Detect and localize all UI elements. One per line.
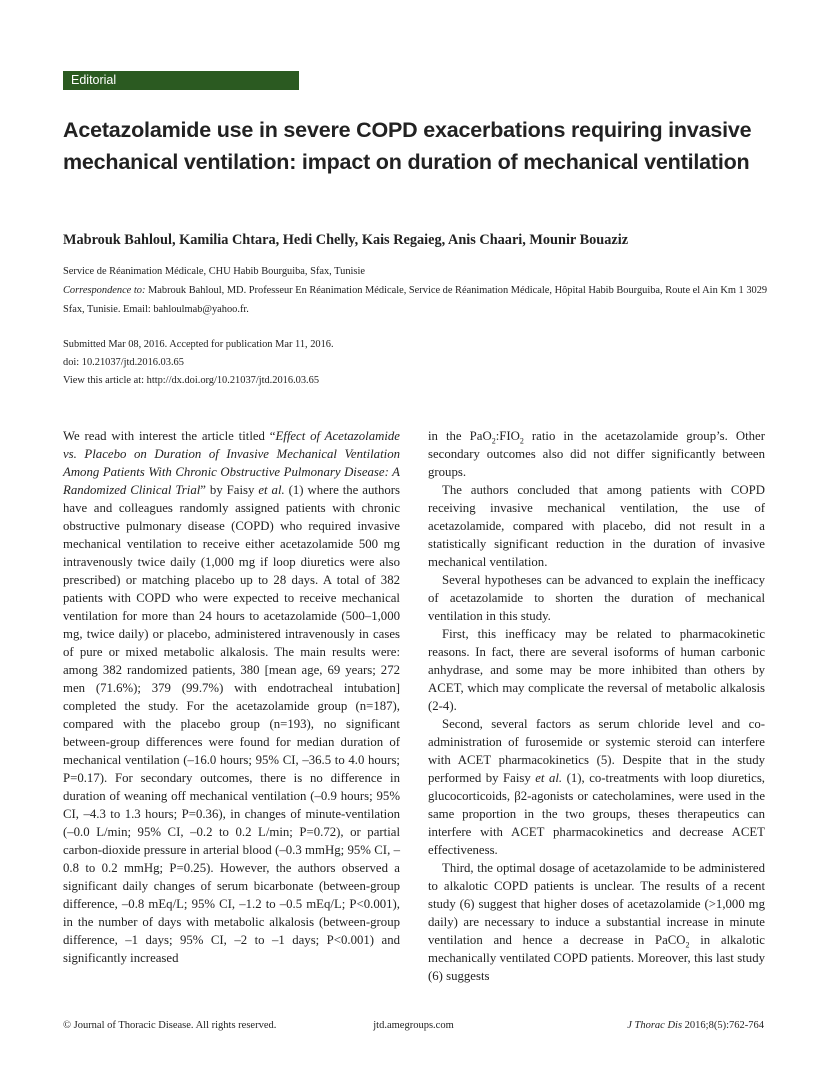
italic-text: et al. xyxy=(535,771,563,785)
text-run: The authors concluded that among patients with COPD receiving invasive mechanical ventilation, the use of acetazolamide, compared with placebo, did not result in a statistically significant reduction in the duration of invasive mechanical ventilation. xyxy=(428,483,765,569)
footer-website[interactable]: jtd.amegroups.com xyxy=(373,1020,454,1031)
body-column-right xyxy=(428,427,765,985)
italic-text: Effect of Acetazolamide vs. Placebo on Duration of Invasive Mechanical Ventilation Among Patients With Chronic Obstructive Pulmonary Disease: A Randomized Clinical Trial xyxy=(63,429,400,497)
article-title: Acetazolamide use in severe COPD exacerbations requiring invasive mechanical ventilation: impact on duration of mechanical ventilation xyxy=(63,118,752,174)
journal-abbrev: J Thorac Dis xyxy=(627,1020,683,1031)
text-run: First, this inefficacy may be related to pharmacokinetic reasons. In fact, there are several isoforms of human carbonic anhydrase, and some may be more inhibited than others by ACET, which may complicate the reversal of metabolic alkalosis (2-4). xyxy=(428,627,765,713)
text-run: Second, several factors as serum chloride level and co-administration of furosemide or systemic steroid can interfere with ACET pharmacokinetics (5). Despite that in the study performed by Faisy xyxy=(428,717,765,785)
italic-text: et al. xyxy=(258,483,285,497)
body-column-left xyxy=(63,427,400,967)
paragraph xyxy=(428,481,765,571)
text-run: in alkalotic mechanically ventilated COPD patients. Moreover, this last study (6) suggests xyxy=(428,933,765,983)
affiliation: Service de Réanimation Médicale, CHU Habib Bourguiba, Sfax, Tunisie xyxy=(63,266,365,277)
correspondence-label: Correspondence to: xyxy=(63,285,146,296)
text-run: ratio in the acetazolamide group’s. Other secondary outcomes also did not differ significantly between groups. xyxy=(428,429,765,479)
citation-text: 2016;8(5):762-764 xyxy=(682,1020,764,1031)
text-run: :FIO xyxy=(495,429,520,443)
subscript: 2 xyxy=(491,436,496,446)
section-label: Editorial xyxy=(71,73,117,87)
paragraph xyxy=(428,427,765,481)
subscript: 2 xyxy=(685,940,690,950)
text-run: (1), co-treatments with loop diuretics, glucocorticoids, β2-agonists or catecholamines, were used in the same proportion in the two groups, theses therapeutics can interfere with ACET pharmacokinetics and decrease ACET effectiveness. xyxy=(428,771,766,857)
paragraph xyxy=(428,625,765,715)
subscript: 2 xyxy=(519,436,524,446)
text-run: We read with interest the article titled “ xyxy=(63,429,276,443)
paragraph xyxy=(428,571,765,625)
text-run: Several hypotheses can be advanced to explain the inefficacy of acetazolamide to shorten the duration of mechanical ventilation in this study. xyxy=(428,573,765,623)
text-run: Third, the optimal dosage of acetazolamide to be administered to alkalotic COPD patients is unclear. The results of a recent study (6) suggest that higher doses of acetazolamide (>1,000 mg daily) are necessary to induce a substantial increase in minute ventilation and hence a decrease in PaCO xyxy=(428,861,765,947)
correspondence xyxy=(63,282,773,319)
author-list: Mabrouk Bahloul, Kamilia Chtara, Hedi Chelly, Kais Regaieg, Anis Chaari, Mounir Bouaziz xyxy=(63,232,629,248)
correspondence-text: Mabrouk Bahloul, MD. Professeur En Réanimation Médicale, Service de Réanimation Médicale, Hôpital Habib Bourguiba, Route el Ain Km 1 3029 Sfax, Tunisie. Email: bahloulmab@yahoo.fr. xyxy=(63,285,768,315)
paragraph xyxy=(63,427,400,967)
article-link[interactable]: View this article at: http://dx.doi.org/10.21037/jtd.2016.03.65 xyxy=(63,375,320,386)
text-run: in the PaO xyxy=(428,429,492,443)
text-run: ” by Faisy xyxy=(200,483,259,497)
paragraph xyxy=(428,859,765,985)
text-run: (1) where the authors have and colleagues randomly assigned patients with chronic obstructive pulmonary disease (COPD) who required invasive mechanical ventilation to receive either acetazolamide 500 mg intravenously twice daily (1,000 mg if loop diuretics were also prescribed) or matching placebo up to 28 days. A total of 382 patients with COPD who were expected to receive mechanical ventilation for more than 24 hours to acetazolamide (500–1,000 mg, twice daily) or placebo, administered intravenously in cases of pure or mixed metabolic alkalosis. The main results were: among 382 randomized patients, 380 [mean age, 69 years; 272 men (71.6%); 379 (99.7%) with endotracheal intubation] completed the study. For the acetazolamide group (n=187), compared with the placebo group (n=193), no significant between-group differences were found for median duration of mechanical ventilation (–16.0 hours; 95% CI, –36.5 to 4.0 hours; P=0.17). For secondary outcomes, there is no difference in duration of weaning off mechanical ventilation (–0.9 hours; 95% CI, –4.3 to 1.3 hours; P=0.36), in changes of minute-ventilation (–0.0 L/min; 95% CI, –0.2 to 0.2 L/min; P=0.72), or partial carbon-dioxide pressure in arterial blood (–0.3 mmHg; 95% CI, –0.8 to 0.2 mmHg; P=0.25). However, the authors observed a significant daily changes of serum bicarbonate (between-group difference, –0.8 mEq/L; 95% CI, –1.2 to –0.5 mEq/L; P<0.001), in the number of days with metabolic alkalosis (between-group difference, –1 days; 95% CI, –2 to –1 days; P<0.001) and significantly increased xyxy=(63,483,400,965)
doi: doi: 10.21037/jtd.2016.03.65 xyxy=(63,357,184,368)
section-badge xyxy=(63,71,299,90)
submission-dates: Submitted Mar 08, 2016. Accepted for publication Mar 11, 2016. xyxy=(63,339,334,350)
footer-citation xyxy=(627,1020,764,1031)
paragraph xyxy=(428,715,765,859)
footer-copyright: © Journal of Thoracic Disease. All rights reserved. xyxy=(63,1020,277,1031)
